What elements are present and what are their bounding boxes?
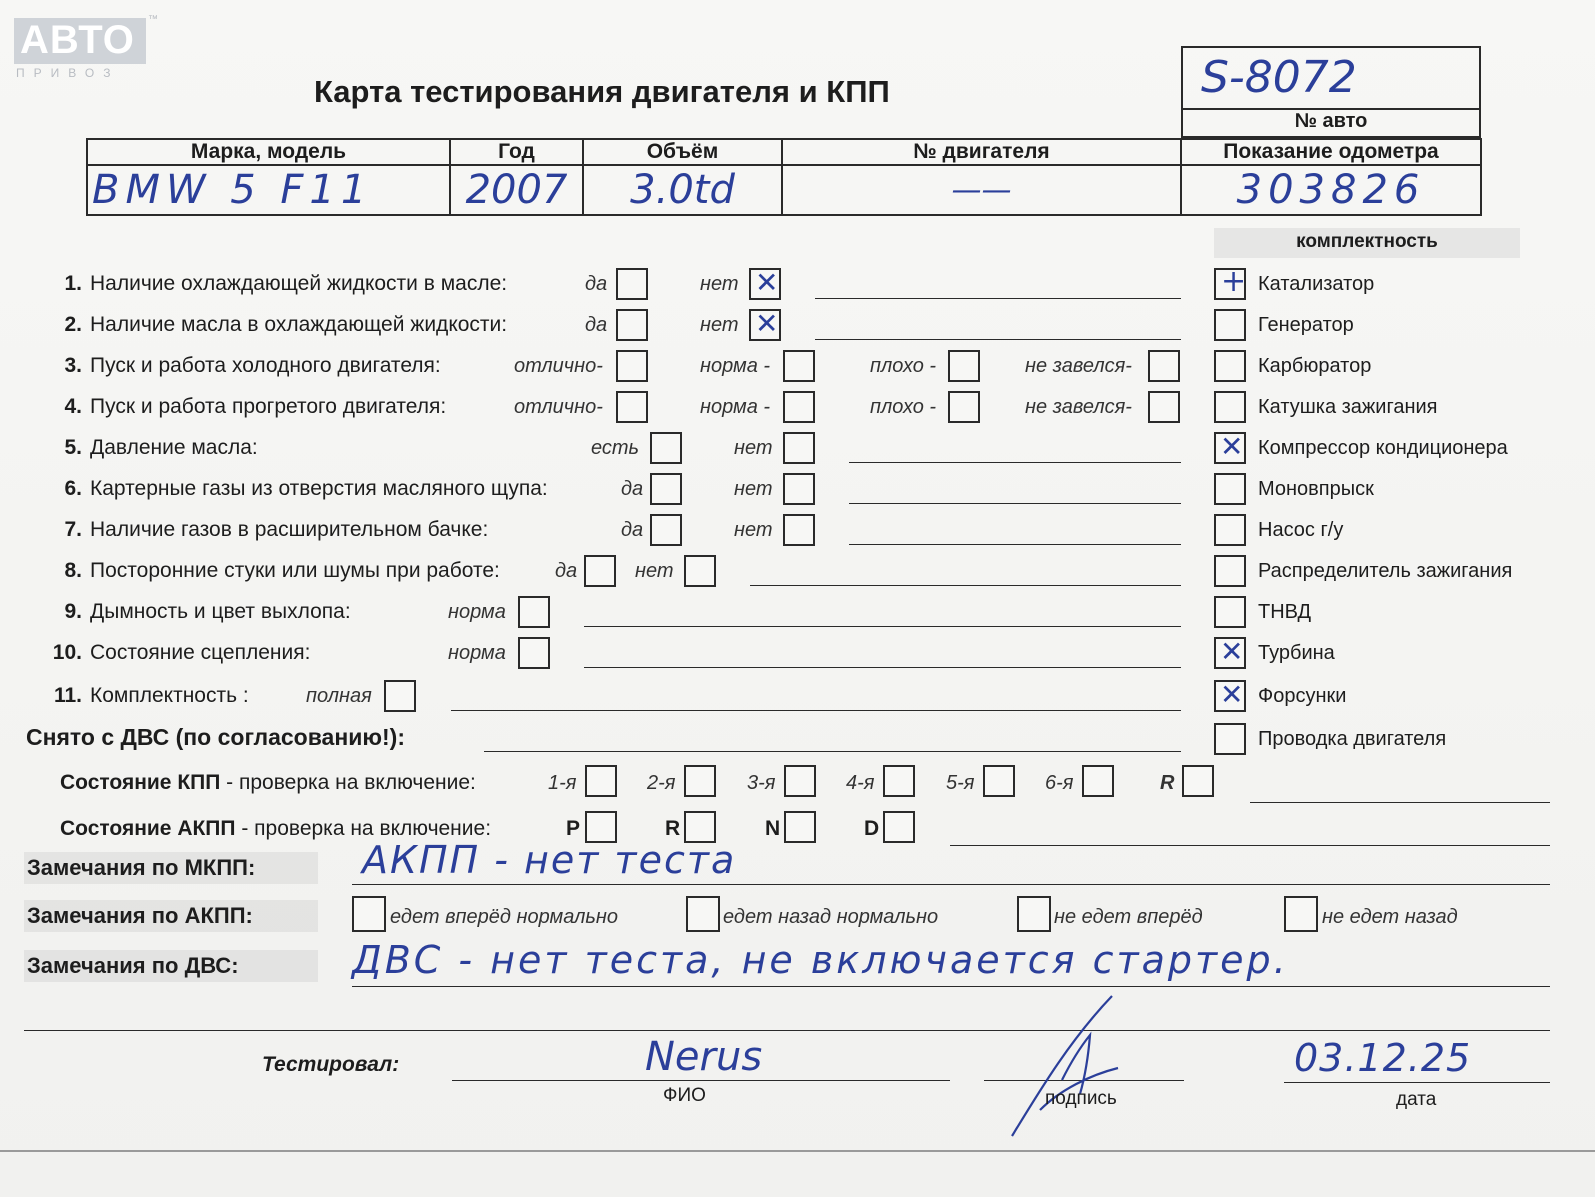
checkbox-carburetor[interactable]	[1214, 350, 1246, 382]
checkbox-q5-no[interactable]	[783, 432, 815, 464]
option-label: не завелся-	[1025, 355, 1132, 377]
option-label: нет	[700, 273, 739, 295]
table-cell-engine-number: ——	[951, 172, 1012, 208]
checkbox-no-reverse[interactable]	[1284, 896, 1318, 932]
checkbox-q7-yes[interactable]	[650, 514, 682, 546]
checkbox-q8-yes[interactable]	[584, 555, 616, 587]
komplektnost-item: Насос г/у	[1258, 519, 1344, 541]
checkbox-generator[interactable]	[1214, 309, 1246, 341]
checkbox-q6-no[interactable]	[783, 473, 815, 505]
checkbox-gear-2[interactable]	[684, 765, 716, 797]
checkbox-engine-wiring[interactable]	[1214, 723, 1246, 755]
checkbox-q3-bad[interactable]	[948, 350, 980, 382]
checkbox-reverse-normal[interactable]	[686, 896, 720, 932]
checkbox-q5-yes[interactable]	[650, 432, 682, 464]
checkbox-forward-normal[interactable]	[352, 896, 386, 932]
mode-label: N	[765, 817, 781, 840]
signature-image	[1000, 990, 1130, 1140]
checkbox-fuel-pump[interactable]	[1214, 596, 1246, 628]
kpp-label: Состояние КПП - проверка на включение:	[60, 771, 476, 794]
auto-number-label: № авто	[1294, 110, 1368, 132]
option-label: отлично-	[514, 396, 603, 418]
table-header: Объём	[646, 140, 719, 163]
checkbox-gear-5[interactable]	[983, 765, 1015, 797]
option-label: норма	[448, 601, 506, 623]
checkbox-gear-1[interactable]	[585, 765, 617, 797]
checkbox-q3-normal[interactable]	[783, 350, 815, 382]
remarks-mkpp-label: Замечания по МКПП:	[27, 855, 256, 880]
checkbox-q2-yes[interactable]	[616, 309, 648, 341]
mode-label: R	[665, 817, 681, 840]
option-label: да	[621, 519, 644, 541]
gear-label: R	[1160, 772, 1175, 794]
option-label: да	[555, 560, 578, 582]
q9-notes-line[interactable]	[584, 626, 1181, 627]
page-title: Карта тестирования двигателя и КПП	[314, 74, 890, 109]
checkbox-mono-injection[interactable]	[1214, 473, 1246, 505]
question-6: 6. Картерные газы из отверстия масляного щупа:	[64, 477, 548, 500]
checkbox-power-steering-pump[interactable]	[1214, 514, 1246, 546]
checkbox-gear-r[interactable]	[1182, 765, 1214, 797]
checkbox-q8-no[interactable]	[684, 555, 716, 587]
gear-label: 3-я	[747, 772, 776, 794]
test-date: 03.12.25	[1294, 1036, 1472, 1080]
checkbox-q4-normal[interactable]	[783, 391, 815, 423]
checkbox-ac-compressor[interactable]: ✕	[1214, 432, 1246, 464]
question-8: 8. Посторонние стуки или шумы при работе:	[64, 559, 500, 582]
tested-by-label: Тестировал:	[262, 1053, 400, 1076]
checkbox-injectors[interactable]: ✕	[1214, 680, 1246, 712]
checkbox-q9-normal[interactable]	[518, 596, 550, 628]
q5-notes-line[interactable]	[849, 462, 1181, 463]
checkbox-gear-3[interactable]	[784, 765, 816, 797]
komplektnost-item: Катализатор	[1258, 273, 1375, 295]
komplektnost-item: Катушка зажигания	[1258, 396, 1438, 418]
gear-label: 4-я	[846, 772, 875, 794]
checkbox-q1-yes[interactable]	[616, 268, 648, 300]
signature-caption: подпись	[1045, 1088, 1117, 1109]
option-label: нет	[635, 560, 674, 582]
akpp-option: едет вперёд нормально	[390, 906, 619, 928]
checkbox-q3-no-start[interactable]	[1148, 350, 1180, 382]
checkbox-catalyst[interactable]: +	[1214, 268, 1246, 300]
checkbox-q7-no[interactable]	[783, 514, 815, 546]
checkbox-distributor[interactable]	[1214, 555, 1246, 587]
komplektnost-item: Распределитель зажигания	[1258, 560, 1513, 582]
checkbox-mode-n[interactable]	[784, 811, 816, 843]
checkbox-q3-excellent[interactable]	[616, 350, 648, 382]
removed-label: Снято с ДВС (по согласованию!):	[26, 724, 405, 750]
remarks-mkpp-line[interactable]	[352, 884, 1550, 885]
table-header: № двигателя	[913, 140, 1050, 163]
akpp-option: не едет вперёд	[1054, 906, 1203, 928]
question-9: 9. Дымность и цвет выхлопа:	[64, 600, 351, 623]
logo-subtext: ПРИВОЗ	[16, 66, 120, 80]
logo-text: АВТО	[20, 18, 135, 62]
remarks-akpp-label: Замечания по АКПП:	[27, 903, 253, 928]
table-header: Показание одометра	[1223, 140, 1439, 163]
checkbox-q1-no[interactable]: ✕	[749, 268, 781, 300]
checkbox-q4-no-start[interactable]	[1148, 391, 1180, 423]
q1-notes-line[interactable]	[815, 298, 1181, 299]
table-cell-year: 2007	[465, 167, 568, 213]
akpp-option: не едет назад	[1322, 906, 1458, 928]
table-header: Год	[498, 140, 535, 163]
komplektnost-item: Карбюратор	[1258, 355, 1372, 377]
question-3: 3. Пуск и работа холодного двигателя:	[64, 354, 441, 377]
akpp-label: Состояние АКПП - проверка на включение:	[60, 817, 492, 840]
checkbox-mode-d[interactable]	[883, 811, 915, 843]
q8-notes-line[interactable]	[750, 585, 1181, 586]
option-label: не завелся-	[1025, 396, 1132, 418]
remarks-dvs-line[interactable]	[352, 986, 1550, 987]
komplektnost-item: Проводка двигателя	[1258, 728, 1447, 750]
komplektnost-item: Моновпрыск	[1258, 478, 1374, 500]
removed-line[interactable]	[484, 751, 1181, 752]
kpp-notes-line[interactable]	[1250, 802, 1550, 803]
komplektnost-item: Компрессор кондиционера	[1258, 437, 1508, 459]
checkbox-q4-excellent[interactable]	[616, 391, 648, 423]
question-11: 11. Комплектность :	[53, 684, 249, 707]
remarks-dvs-label: Замечания по ДВС:	[27, 953, 239, 978]
checkbox-q10-normal[interactable]	[518, 637, 550, 669]
q7-notes-line[interactable]	[849, 544, 1181, 545]
checkbox-gear-4[interactable]	[883, 765, 915, 797]
table-header: Марка, модель	[190, 140, 347, 163]
option-label: норма -	[700, 396, 771, 418]
checkbox-no-forward[interactable]	[1017, 896, 1051, 932]
q11-notes-line[interactable]	[451, 710, 1181, 711]
option-label: полная	[306, 685, 372, 707]
option-label: плохо -	[870, 355, 937, 377]
mode-label: P	[566, 817, 581, 840]
option-label: нет	[734, 478, 773, 500]
logo-tm: ™	[148, 14, 158, 25]
option-label: да	[585, 314, 608, 336]
gear-label: 1-я	[548, 772, 577, 794]
remarks-dvs-text: ДВС - нет теста, не включается стартер.	[352, 938, 1289, 982]
mode-label: D	[864, 817, 880, 840]
option-label: нет	[700, 314, 739, 336]
komplektnost-item: ТНВД	[1258, 601, 1312, 623]
komplektnost-item: Форсунки	[1258, 685, 1347, 707]
date-caption: дата	[1396, 1089, 1437, 1110]
tester-name: Nerus	[645, 1034, 763, 1080]
auto-number-value: S-8072	[1201, 52, 1357, 103]
checkbox-q6-yes[interactable]	[650, 473, 682, 505]
table-cell-volume: 3.0td	[630, 167, 735, 213]
akpp-option: едет назад нормально	[723, 906, 939, 928]
question-5: 5. Давление масла:	[64, 436, 258, 459]
question-4: 4. Пуск и работа прогретого двигателя:	[64, 395, 447, 418]
option-label: отлично-	[514, 355, 603, 377]
name-caption: ФИО	[663, 1085, 706, 1106]
gear-label: 5-я	[946, 772, 975, 794]
checkbox-q11-full[interactable]	[384, 680, 416, 712]
option-label: нет	[734, 437, 773, 459]
vehicle-table	[86, 138, 1482, 216]
question-1: 1. Наличие охлаждающей жидкости в масле:	[64, 272, 508, 295]
question-7: 7. Наличие газов в расширительном бачке:	[64, 518, 489, 541]
option-label: есть	[591, 437, 640, 459]
option-label: да	[585, 273, 608, 295]
question-2: 2. Наличие масла в охлаждающей жидкости:	[64, 313, 508, 336]
gear-label: 2-я	[647, 772, 676, 794]
checkbox-turbine[interactable]: ✕	[1214, 637, 1246, 669]
question-10: 10. Состояние сцепления:	[52, 641, 311, 664]
table-cell-model: BMW 5 F11	[92, 167, 373, 213]
checkbox-q4-bad[interactable]	[948, 391, 980, 423]
option-label: норма	[448, 642, 506, 664]
name-line[interactable]	[452, 1080, 950, 1081]
option-label: плохо -	[870, 396, 937, 418]
checkbox-gear-6[interactable]	[1082, 765, 1114, 797]
q10-notes-line[interactable]	[584, 667, 1181, 668]
option-label: нет	[734, 519, 773, 541]
akpp-notes-line[interactable]	[950, 845, 1550, 846]
option-label: норма -	[700, 355, 771, 377]
komplektnost-title: комплектность	[1296, 231, 1438, 252]
option-label: да	[621, 478, 644, 500]
gear-label: 6-я	[1045, 772, 1074, 794]
q2-notes-line[interactable]	[815, 339, 1181, 340]
komplektnost-item: Турбина	[1258, 642, 1335, 664]
date-line[interactable]	[1284, 1082, 1550, 1083]
checkbox-ignition-coil[interactable]	[1214, 391, 1246, 423]
table-cell-odometer: 303826	[1236, 167, 1426, 213]
auto-number-box	[1181, 46, 1481, 138]
checkbox-q2-no[interactable]: ✕	[749, 309, 781, 341]
q6-notes-line[interactable]	[849, 503, 1181, 504]
remarks-mkpp-text: АКПП - нет теста	[362, 838, 737, 882]
remarks-extra-line[interactable]	[24, 1030, 1550, 1031]
komplektnost-item: Генератор	[1258, 314, 1354, 336]
